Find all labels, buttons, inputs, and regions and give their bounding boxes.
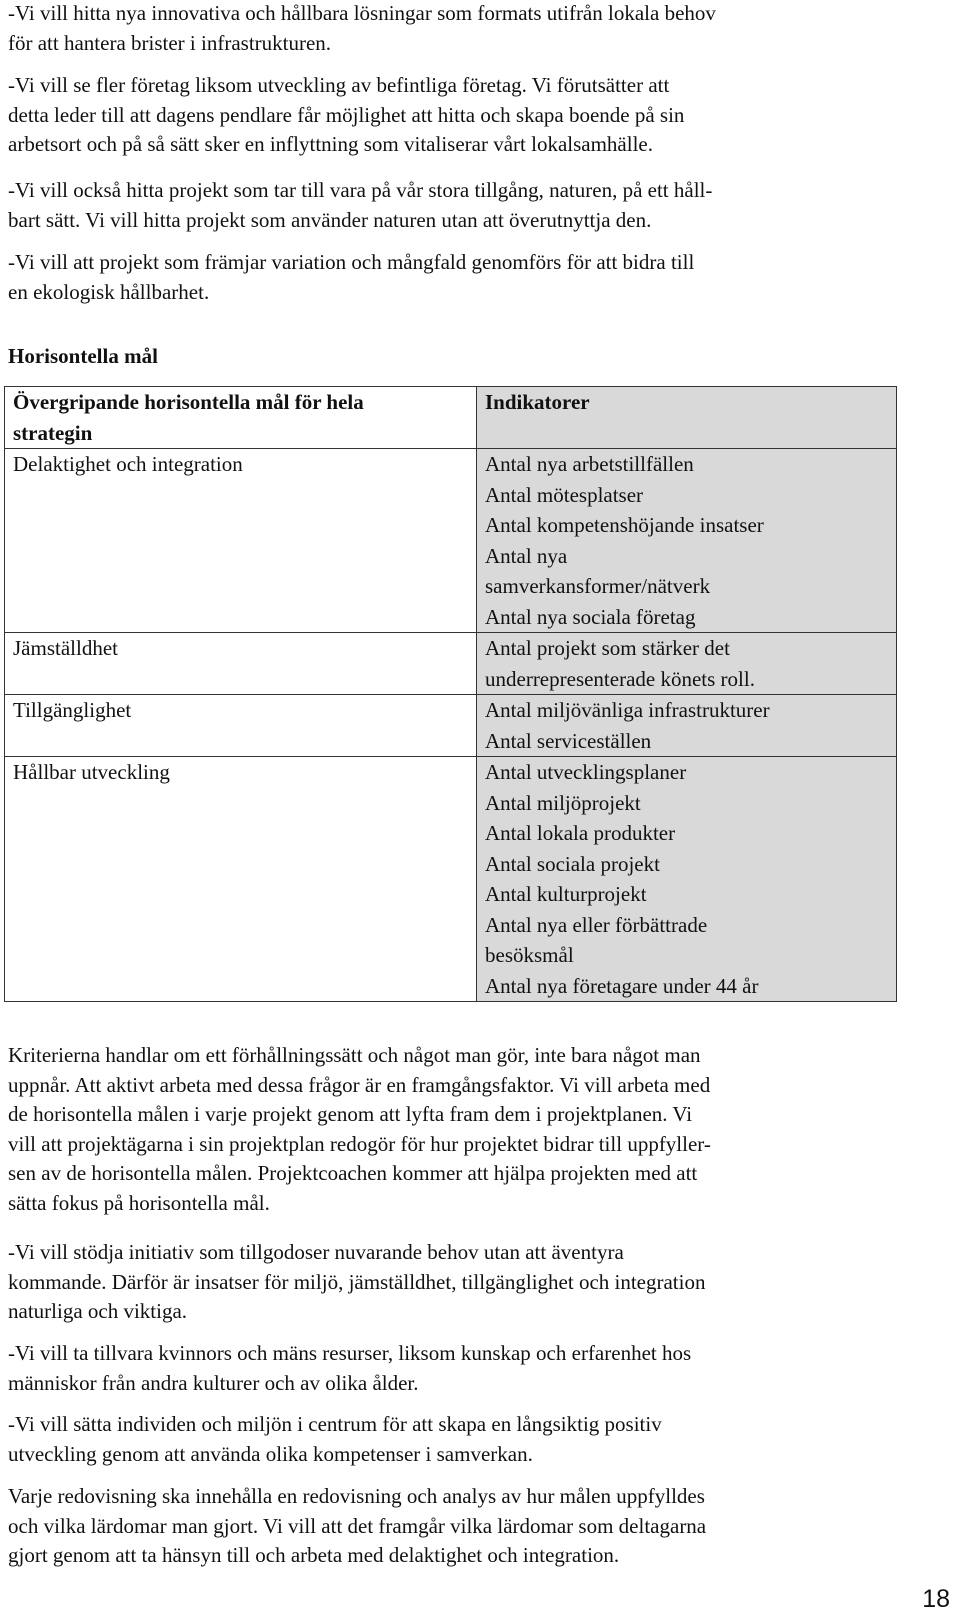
indicators-cell: Antal utvecklingsplaner Antal miljöprojekt Antal lokala produkter Antal sociala projekt Antal kulturprojekt Antal nya eller förbättrade besöksmål Antal nya företagare under 44 år bbox=[477, 757, 897, 1002]
indicators-cell: Antal projekt som stärker det underrepresenterade könets roll. bbox=[477, 633, 897, 695]
table-header-row bbox=[5, 387, 897, 449]
body-paragraph-2: -Vi vill stödja initiativ som tillgodoser nuvarande behov utan att äventyra kommande. Därför är insatser för miljö, jämställdhet, tillgänglighet och integration naturliga och viktiga. bbox=[8, 1240, 706, 1323]
table-row bbox=[5, 449, 897, 633]
intro-paragraph-3: -Vi vill också hitta projekt som tar till vara på vår stora tillgång, naturen, på ett håll- bart sätt. Vi vill hitta projekt som använder naturen utan att överutnyttja den. bbox=[8, 178, 713, 232]
indicators-cell: Antal miljövänliga infrastrukturer Antal serviceställen bbox=[477, 695, 897, 757]
goal-cell: Tillgänglighet bbox=[5, 695, 477, 757]
goal-cell: Hållbar utveckling bbox=[5, 757, 477, 1002]
goal-cell: Jämställdhet bbox=[5, 633, 477, 695]
body-paragraph-4: -Vi vill sätta individen och miljön i centrum för att skapa en långsiktig positiv utveckling genom att använda olika kompetenser i samverkan. bbox=[8, 1412, 662, 1466]
intro-paragraph-4: -Vi vill att projekt som främjar variation och mångfald genomförs för att bidra till en ekologisk hållbarhet. bbox=[8, 250, 695, 304]
section-heading: Horisontella mål bbox=[8, 344, 158, 368]
goal-cell: Delaktighet och integration bbox=[5, 449, 477, 633]
indicators-cell: Antal nya arbetstillfällen Antal mötesplatser Antal kompetenshöjande insatser Antal nya samverkansformer/nätverk Antal nya sociala företag bbox=[477, 449, 897, 633]
intro-paragraph-2: -Vi vill se fler företag liksom utveckling av befintliga företag. Vi förutsätter att detta leder till att dagens pendlare får möjlighet att hitta och skapa boende på sin arbetsort och på så sätt sker en inflyttning som vitaliserar vårt lokalsamhälle. bbox=[8, 73, 685, 156]
table-row bbox=[5, 757, 897, 1002]
body-paragraph-3: -Vi vill ta tillvara kvinnors och mäns resurser, liksom kunskap och erfarenhet hos människor från andra kulturer och av olika ålder. bbox=[8, 1341, 692, 1395]
table-row bbox=[5, 695, 897, 757]
page-number: 18 bbox=[922, 1585, 950, 1613]
goals-column-header: Övergripande horisontella mål för hela strategin bbox=[5, 387, 477, 449]
intro-paragraph-1: -Vi vill hitta nya innovativa och hållbara lösningar som formats utifrån lokala behov för att hantera brister i infrastrukturen. bbox=[8, 1, 716, 55]
indicators-column-header: Indikatorer bbox=[477, 387, 897, 449]
body-paragraph-5: Varje redovisning ska innehålla en redovisning och analys av hur målen uppfylldes och vilka lärdomar man gjort. Vi vill att det framgår vilka lärdomar som deltagarna gjort genom att ta hänsyn till och arbeta med delaktighet och integration. bbox=[8, 1484, 707, 1567]
table-row bbox=[5, 633, 897, 695]
horizontal-goals-table bbox=[4, 386, 897, 1002]
body-paragraph-1: Kriterierna handlar om ett förhållningssätt och något man gör, inte bara något man uppnår. Att aktivt arbeta med dessa frågor är en framgångsfaktor. Vi vill arbeta med de horisontella målen i varje projekt genom att lyfta fram dem i projektplanen. Vi vill att projektägarna i sin projektplan redogör för hur projektet bidrar till uppfyller- sen av de horisontella målen. Projektcoachen kommer att hjälpa projekten med att sätta fokus på horisontella mål. bbox=[8, 1043, 711, 1215]
